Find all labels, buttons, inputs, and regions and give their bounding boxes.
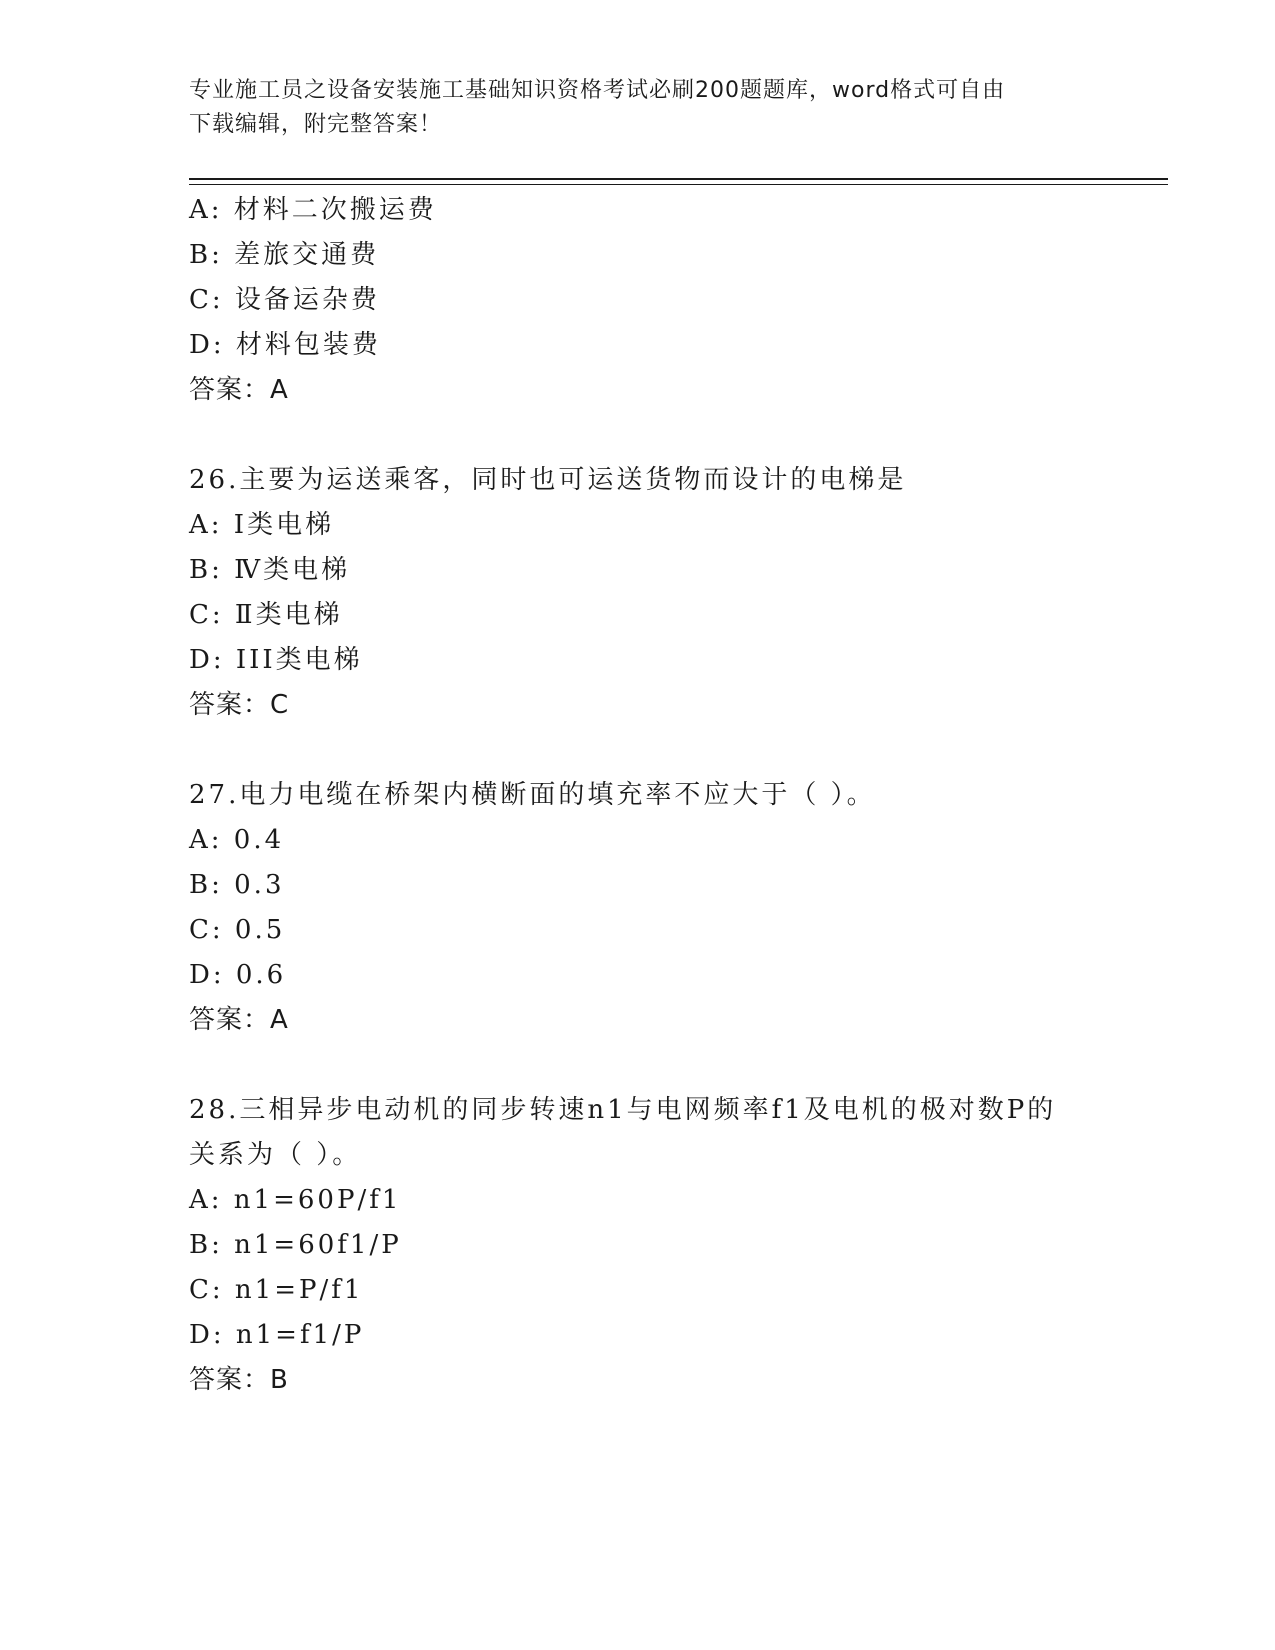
q26-answer: 答案：C — [189, 690, 290, 720]
q28-stem-line-1: 28.三相异步电动机的同步转速n1与电网频率f1及电机的极对数P的 — [189, 1095, 1057, 1125]
header-line-2: 下载编辑，附完整答案！ — [189, 112, 443, 137]
q28-option-b: B: n1=60f1/P — [189, 1230, 402, 1260]
q27-option-d: D: 0.6 — [189, 960, 287, 990]
q26-option-a: A: I类电梯 — [189, 510, 335, 540]
q28-answer: 答案：B — [189, 1365, 289, 1395]
q25-option-a: A: 材料二次搬运费 — [189, 195, 437, 225]
q25-answer: 答案：A — [189, 375, 289, 405]
q27-option-b: B: 0.3 — [189, 870, 285, 900]
q28-stem-line-2: 关系为（ ）。 — [189, 1140, 362, 1170]
q26-option-d: D: III类电梯 — [189, 645, 363, 675]
q25-option-c: C: 设备运杂费 — [189, 285, 380, 315]
q28-option-d: D: n1=f1/P — [189, 1320, 365, 1350]
q25-option-d: D: 材料包装费 — [189, 330, 381, 360]
q26-option-b: B: Ⅳ类电梯 — [189, 555, 351, 585]
header-divider-thin — [189, 184, 1168, 185]
document-header — [189, 74, 1089, 142]
q26-stem: 26.主要为运送乘客，同时也可运送货物而设计的电梯是 — [189, 465, 907, 495]
q25-option-b: B: 差旅交通费 — [189, 240, 380, 270]
q27-stem: 27.电力电缆在桥架内横断面的填充率不应大于（ ）。 — [189, 780, 876, 810]
q27-option-a: A: 0.4 — [189, 825, 285, 855]
q27-option-c: C: 0.5 — [189, 915, 286, 945]
q28-option-c: C: n1=P/f1 — [189, 1275, 364, 1305]
header-divider-thick — [189, 178, 1168, 180]
q28-option-a: A: n1=60P/f1 — [189, 1185, 402, 1215]
q26-option-c: C: Ⅱ类电梯 — [189, 600, 343, 630]
header-line-1: 专业施工员之设备安装施工基础知识资格考试必刷200题题库，word格式可自由 — [189, 78, 1006, 103]
q27-answer: 答案：A — [189, 1005, 289, 1035]
